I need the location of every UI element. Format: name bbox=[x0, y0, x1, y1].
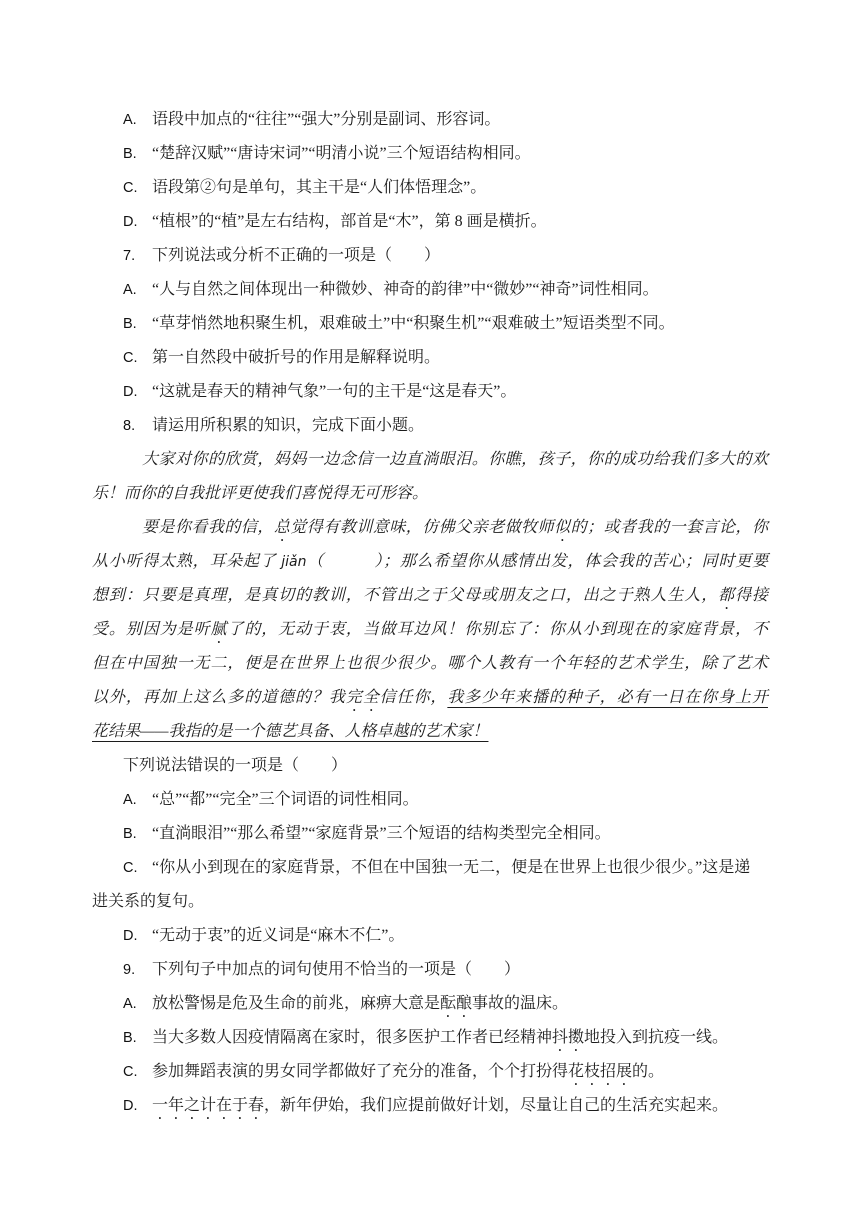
option-line-c bbox=[92, 1055, 768, 1089]
option-line-b bbox=[92, 1021, 768, 1055]
text-segment: 语段中加点的“往往”“强大”分别是副词、形容词。 bbox=[152, 111, 501, 128]
option-line-c bbox=[92, 851, 768, 885]
passage-line bbox=[92, 715, 768, 749]
option-line-a bbox=[92, 103, 768, 137]
text-segment: 受。别因为是听 bbox=[92, 621, 211, 638]
underlined-text: 我多少年来播的种子，必有一日在你身上开 bbox=[447, 689, 768, 706]
text-segment: 的。 bbox=[632, 1063, 665, 1080]
question-7-stem bbox=[92, 239, 768, 273]
text-segment: 下列说法或分析不正确的一项是（ ） bbox=[152, 247, 441, 264]
emphasized-text: 完全 bbox=[345, 689, 380, 706]
passage-line bbox=[92, 545, 768, 579]
option-line-a bbox=[92, 783, 768, 817]
option-marker: B. bbox=[123, 1030, 137, 1046]
emphasized-text: 一年之计在于春 bbox=[152, 1097, 265, 1114]
text-segment: 大家对你的欣赏，妈妈一边念信一边直淌眼泪。你瞧，孩子，你的成功给我们多大的欢 bbox=[142, 451, 768, 468]
option-line-a bbox=[92, 273, 768, 307]
text-segment: 当大多数人因疫情隔离在家时，很多医护工作者已经精神 bbox=[152, 1029, 553, 1046]
option-line-b bbox=[92, 137, 768, 171]
option-marker: C. bbox=[123, 180, 138, 196]
option-marker: A. bbox=[123, 282, 137, 298]
passage-line bbox=[92, 477, 768, 511]
text-segment: 乐！而你的自我批评更使我们喜悦得无可形容。 bbox=[92, 485, 429, 502]
text-segment: 事故的温床。 bbox=[472, 995, 569, 1012]
option-marker: D. bbox=[123, 384, 138, 400]
option-marker: A. bbox=[123, 792, 137, 808]
question-8-stem bbox=[92, 409, 768, 443]
emphasized-text: 酝酿 bbox=[440, 995, 473, 1012]
text-segment: （ ）；那么希望你从感情出发，体会我的苦心；同时更要 bbox=[306, 553, 768, 570]
emphasized-text: 腻 bbox=[210, 621, 228, 638]
option-line-d bbox=[92, 205, 768, 239]
option-marker: B. bbox=[123, 146, 137, 162]
text-segment: 想到：只要是真理，是真切的教训，不管出之于父母或朋友之口，出之于熟人生人， bbox=[92, 587, 719, 604]
option-marker: D. bbox=[123, 1098, 138, 1114]
option-line-c-wrap bbox=[92, 885, 768, 919]
option-line-d bbox=[92, 375, 768, 409]
text-segment: 以外，再加上这么多的道德的？我 bbox=[92, 689, 346, 706]
text-segment: 要是你看我的信， bbox=[142, 519, 274, 536]
pinyin-text: jiǎn bbox=[281, 554, 307, 570]
question-number: 8. bbox=[123, 418, 136, 434]
option-line-d bbox=[92, 1089, 768, 1123]
text-segment: 进关系的复句。 bbox=[92, 893, 205, 910]
option-line-c bbox=[92, 171, 768, 205]
sub-question-stem bbox=[92, 749, 768, 783]
emphasized-text: 总 bbox=[273, 519, 291, 536]
option-marker: D. bbox=[123, 928, 138, 944]
text-segment: “人与自然之间体现出一种微妙、神奇的韵律”中“微妙”“神奇”词性相同。 bbox=[152, 281, 659, 298]
text-segment: 信任你， bbox=[379, 689, 448, 706]
question-9-stem bbox=[92, 953, 768, 987]
option-marker: B. bbox=[123, 826, 137, 842]
text-segment: 但在中国独一无二，便是在世界上也很少很少。哪个人教有一个年轻的艺术学生，除了艺术 bbox=[92, 655, 768, 672]
text-segment: “楚辞汉赋”“唐诗宋词”“明清小说”三个短语结构相同。 bbox=[152, 145, 531, 162]
emphasized-text: 似 bbox=[554, 519, 571, 536]
text-segment: 语段第②句是单句，其主干是“人们体悟理念”。 bbox=[152, 179, 487, 196]
underlined-text: 花结果——我指的是一个德艺具备、人格卓越的艺术家！ bbox=[92, 723, 489, 740]
passage-line bbox=[92, 443, 768, 477]
text-segment: “无动于衷”的近义词是“麻木不仁”。 bbox=[152, 927, 405, 944]
passage-line bbox=[92, 681, 768, 715]
question-number: 9. bbox=[123, 962, 136, 978]
option-line-a bbox=[92, 987, 768, 1021]
emphasized-text: 花枝招展 bbox=[568, 1063, 633, 1080]
text-segment: “草芽悄然地积聚生机，艰难破土”中“积聚生机”“艰难破土”短语类型不同。 bbox=[152, 315, 675, 332]
option-line-d bbox=[92, 919, 768, 953]
option-marker: C. bbox=[123, 860, 138, 876]
text-segment: “总”“都”“完全”三个词语的词性相同。 bbox=[152, 791, 419, 808]
text-segment: 得接 bbox=[735, 587, 768, 604]
text-segment: 觉得有教训意味，仿佛父亲老做牧师 bbox=[290, 519, 555, 536]
option-marker: B. bbox=[123, 316, 137, 332]
exam-document bbox=[92, 103, 768, 1123]
text-segment: “这就是春天的精神气象”一句的主干是“这是春天”。 bbox=[152, 383, 517, 400]
option-line-b bbox=[92, 307, 768, 341]
passage-line bbox=[92, 579, 768, 613]
text-segment: 下列句子中加点的词句使用不恰当的一项是（ ） bbox=[152, 961, 521, 978]
text-segment: 地投入到抗疫一线。 bbox=[584, 1029, 729, 1046]
option-marker: C. bbox=[123, 350, 138, 366]
text-segment: 参加舞蹈表演的男女同学都做好了充分的准备，个个打扮得 bbox=[152, 1063, 569, 1080]
text-segment: “你从小到现在的家庭背景，不但在中国独一无二，便是在世界上也很少很少。”这是递 bbox=[152, 859, 751, 876]
text-segment: 第一自然段中破折号的作用是解释说明。 bbox=[152, 349, 441, 366]
text-segment: “直淌眼泪”“那么希望”“家庭背景”三个短语的结构类型完全相同。 bbox=[152, 825, 611, 842]
emphasized-text: 抖擞 bbox=[552, 1029, 585, 1046]
option-marker: A. bbox=[123, 996, 137, 1012]
passage-line bbox=[92, 647, 768, 681]
text-segment: 放松警惕是危及生命的前兆，麻痹大意是 bbox=[152, 995, 441, 1012]
question-number: 7. bbox=[123, 248, 136, 264]
text-segment: 请运用所积累的知识，完成下面小题。 bbox=[152, 417, 425, 434]
option-line-c bbox=[92, 341, 768, 375]
text-segment: 从小听得太熟，耳朵起了 bbox=[92, 553, 282, 570]
text-segment: ，新年伊始，我们应提前做好计划，尽量让自己的生活充实起来。 bbox=[264, 1097, 729, 1114]
emphasized-text: 都 bbox=[718, 587, 736, 604]
text-segment: 下列说法错误的一项是（ ） bbox=[123, 757, 348, 774]
passage-line bbox=[92, 613, 768, 647]
option-marker: D. bbox=[123, 214, 138, 230]
option-marker: C. bbox=[123, 1064, 138, 1080]
text-segment: 的；或者我的一套言论，你 bbox=[570, 519, 768, 536]
passage-line bbox=[92, 511, 768, 545]
option-line-b bbox=[92, 817, 768, 851]
text-segment: 了的，无动于衷，当做耳边风！你别忘了：你从小到现在的家庭背景，不 bbox=[227, 621, 768, 638]
option-marker: A. bbox=[123, 112, 137, 128]
text-segment: “植根”的“植”是左右结构，部首是“木”，第 8 画是横折。 bbox=[152, 213, 547, 230]
